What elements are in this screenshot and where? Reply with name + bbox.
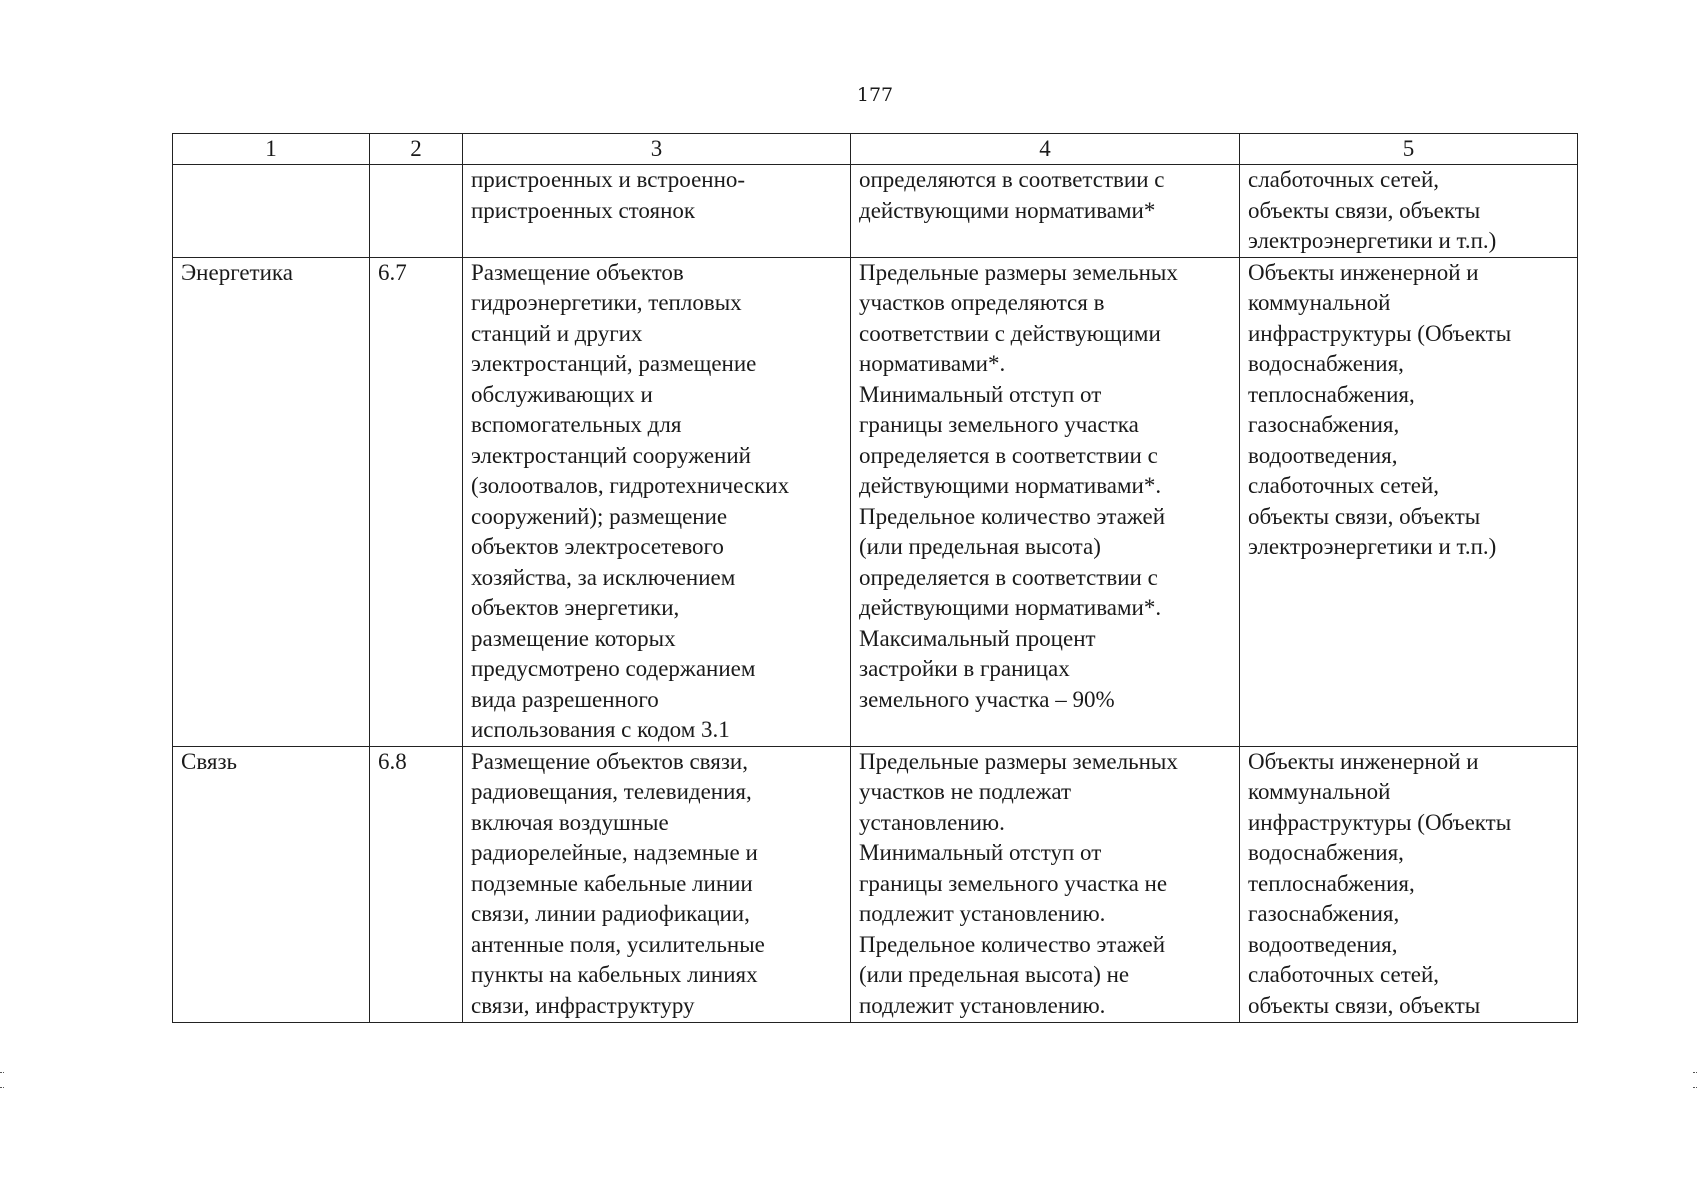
row-auxiliary-cell: слаботочных сетей, объекты связи, объекты электроэнергетики и т.п.) [1240, 165, 1578, 258]
row-auxiliary-cell: Объекты инженерной и коммунальной инфраструктуры (Объекты водоснабжения, теплоснабжения, газоснабжения, водоотведения, слаботочных сетей, объекты связи, объекты электроэнергетики и т.п.) [1240, 257, 1578, 746]
row-description-cell: Размещение объектов связи, радиовещания, телевидения, включая воздушные радиорелейные, надземные и подземные кабельные линии связи, линии радиофикации, антенные поля, усилительные пункты на кабельных линиях связи, инфраструктуру [463, 746, 851, 1022]
table-row [173, 257, 1578, 746]
row-auxiliary-cell: Объекты инженерной и коммунальной инфраструктуры (Объекты водоснабжения, теплоснабжения, газоснабжения, водоотведения, слаботочных сетей, объекты связи, объекты [1240, 746, 1578, 1022]
column-header-5: 5 [1240, 134, 1578, 165]
row-parameters-cell: определяются в соответствии с действующими нормативами* [851, 165, 1240, 258]
row-parameters-cell: Предельные размеры земельных участков определяются в соответствии с действующими нормативами*. Минимальный отступ от границы земельного участка определяется в соответствии с действующими нормативами*. Предельное количество этажей (или предельная высота) определяется в соответствии с действующими нормативами*. Максимальный процент застройки в границах земельного участка – 90% [851, 257, 1240, 746]
row-parameters-cell: Предельные размеры земельных участков не подлежат установлению. Минимальный отступ от границы земельного участка не подлежит установлению. Предельное количество этажей (или предельная высота) не подлежит установлению. [851, 746, 1240, 1022]
table-row [173, 165, 1578, 258]
column-header-1: 1 [173, 134, 370, 165]
table-header-row [173, 134, 1578, 165]
table-row [173, 746, 1578, 1022]
page-number: 177 [856, 84, 894, 106]
column-header-4: 4 [851, 134, 1240, 165]
row-name-cell: Связь [173, 746, 370, 1022]
row-name-cell: Энергетика [173, 257, 370, 746]
row-description-cell: Размещение объектов гидроэнергетики, тепловых станций и других электростанций, размещение обслуживающих и вспомогательных для электростанций сооружений (золоотвалов, гидротехнических сооружений); размещение объектов электросетевого хозяйства, за исключением объектов энергетики, размещение которых предусмотрено содержанием вида разрешенного использования с кодом 3.1 [463, 257, 851, 746]
column-header-2: 2 [370, 134, 463, 165]
row-description-cell: пристроенных и встроенно- пристроенных стоянок [463, 165, 851, 258]
row-code-cell: 6.8 [370, 746, 463, 1022]
row-code-cell: 6.7 [370, 257, 463, 746]
land-use-table [172, 133, 1578, 1023]
scan-margin-mark [0, 1072, 4, 1088]
column-header-3: 3 [463, 134, 851, 165]
row-name-cell [173, 165, 370, 258]
row-code-cell [370, 165, 463, 258]
scan-margin-mark [1693, 1072, 1697, 1088]
